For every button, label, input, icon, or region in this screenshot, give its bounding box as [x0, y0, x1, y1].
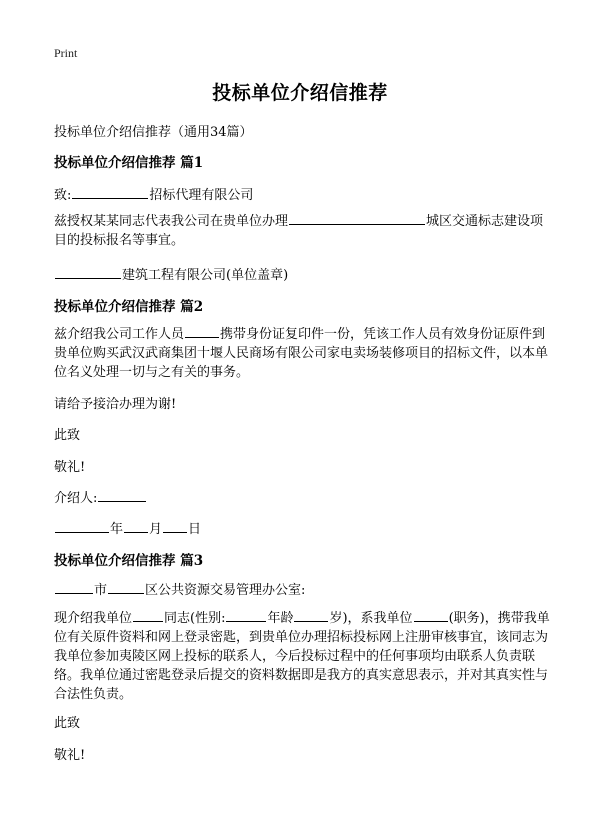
day-blank [163, 519, 187, 533]
page-title: 投标单位介绍信推荐 [212, 82, 388, 104]
date-year-label: 年 [110, 522, 124, 537]
section-1-body [54, 211, 550, 250]
city-blank [55, 580, 93, 594]
address-city-label: 市 [94, 583, 108, 598]
section-3-body-part-3: 年龄 [267, 611, 294, 626]
section-3-body-part-4: 岁)，系我单位 [329, 611, 413, 626]
gender-blank [226, 608, 266, 622]
section-2-closing-2: 敬礼! [54, 460, 86, 475]
project-blank [289, 211, 425, 225]
introducer-label: 介绍人: [54, 491, 98, 506]
staff-name-blank [185, 324, 219, 338]
section-2-request: 请给予接洽办理为谢! [54, 397, 177, 412]
page-subtitle: 投标单位介绍信推荐（通用34篇） [54, 125, 253, 140]
introducer-blank [98, 488, 146, 502]
section-2-body-part-2: 携带身份证复印件一份，凭该工作人员有效身份证原件到贵单位购买武汉武商集团十堰人民商场有限公司家电卖场装修项目的招标文件，以本单位名义处理一切与之有关的事务。 [54, 327, 549, 380]
section-1-body-part-2: 城区交通标志建设项目的投标报名等事宜。 [54, 214, 544, 248]
section-2-closing-1: 此致 [54, 428, 81, 443]
position-blank [414, 608, 448, 622]
section-2-body-part-1: 兹介绍我公司工作人员 [54, 327, 185, 342]
print-link[interactable]: Print [54, 46, 78, 60]
section-3-heading: 投标单位介绍信推荐 篇3 [54, 553, 204, 569]
month-blank [124, 519, 148, 533]
date-line [54, 518, 201, 537]
company-blank [55, 265, 121, 279]
section-1-recipient [54, 184, 253, 203]
section-2-heading: 投标单位介绍信推荐 篇2 [54, 299, 204, 315]
year-blank [55, 519, 109, 533]
district-blank [108, 580, 144, 594]
address-suffix: 区公共资源交易管理办公室: [145, 583, 306, 598]
recipient-prefix: 致: [54, 188, 72, 203]
section-1-signature [54, 264, 288, 283]
section-3-body-part-5: (职务)，携带我单位有关原件资料和网上登录密匙，到贵单位办理招标投标网上注册审核事宜，该同志为我单位参加夷陵区网上投标的联系人，今后投标过程中的任何事项均由联系人负责联络。我单位通过密匙登录后提交的资料数据即是我方的真实意思表示，并对其真实性与合法性负责。 [54, 611, 550, 702]
recipient-blank [72, 185, 148, 199]
age-blank [294, 608, 328, 622]
introducer-line [54, 487, 147, 506]
recipient-suffix: 招标代理有限公司 [149, 188, 254, 203]
section-1-heading: 投标单位介绍信推荐 篇1 [54, 155, 204, 171]
section-3-body-part-1: 现介绍我单位 [54, 611, 133, 626]
section-3-closing-2: 敬礼! [54, 748, 86, 763]
section-3-address [54, 579, 305, 598]
section-2-body [54, 324, 550, 382]
section-3-closing-1: 此致 [54, 716, 81, 731]
section-3-body-part-2: 同志(性别: [164, 611, 226, 626]
section-1-body-part-1: 兹授权某某同志代表我公司在贵单位办理 [54, 214, 289, 229]
signature-text: 建筑工程有限公司(单位盖章) [122, 268, 289, 283]
section-3-body [54, 608, 550, 704]
person-name-blank [133, 608, 163, 622]
date-month-label: 月 [149, 522, 163, 537]
date-day-label: 日 [188, 522, 202, 537]
